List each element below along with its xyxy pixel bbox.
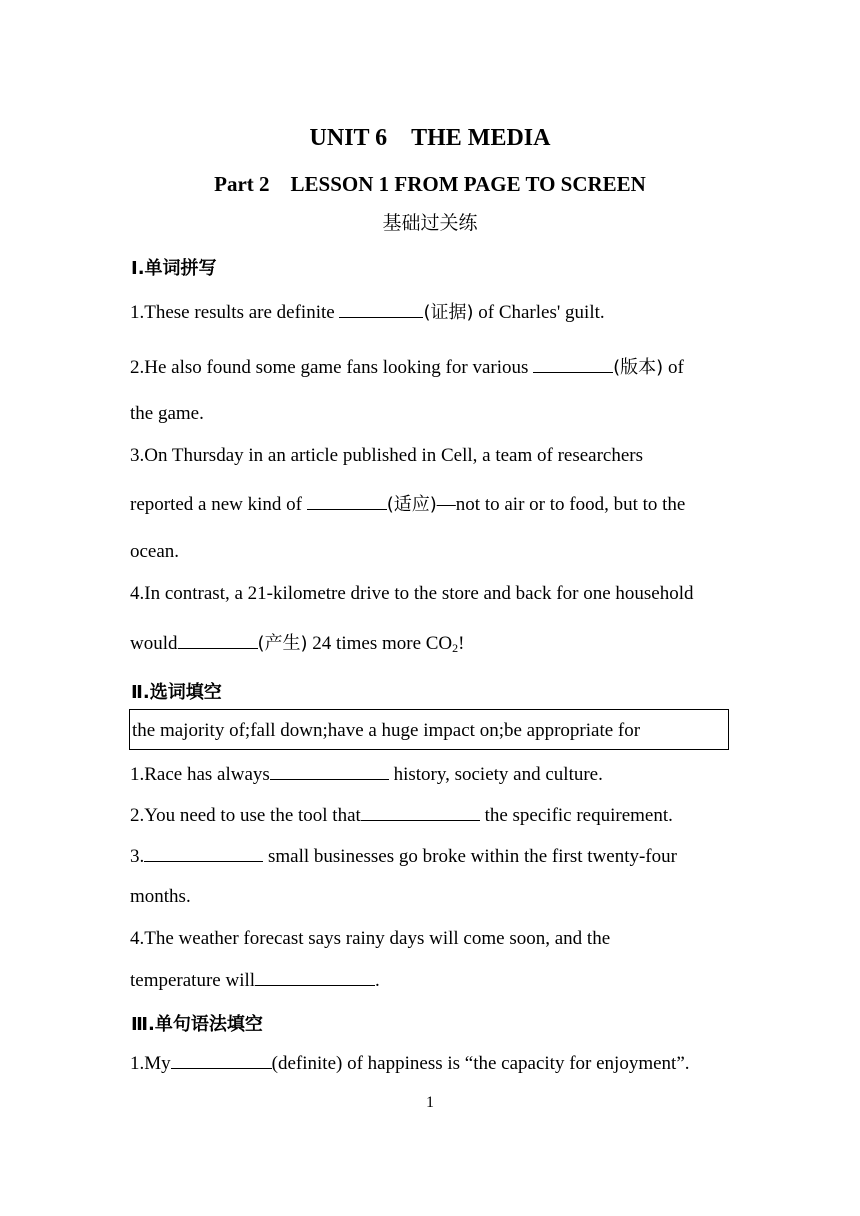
s1-question-3: 3.On Thursday in an article published in Cell, a team of researchers — [130, 445, 644, 466]
exercise-subheading: 基础过关练 — [382, 212, 478, 234]
answer-blank[interactable] — [307, 492, 387, 510]
unit-title: UNIT 6 THE MEDIA — [309, 125, 551, 151]
s1-question-3-line2: reported a new kind of (适应)—not to air or to food, but to the — [130, 494, 686, 515]
word-bank-text: the majority of;fall down;have a huge impact on;be appropriate for — [132, 720, 641, 741]
answer-blank[interactable] — [171, 1051, 272, 1069]
section-2-heading: Ⅱ.选词填空 — [131, 682, 222, 703]
answer-blank[interactable] — [255, 968, 375, 986]
answer-blank[interactable] — [178, 631, 258, 649]
answer-blank[interactable] — [361, 803, 480, 821]
s1-question-3-cont: ocean. — [130, 541, 180, 562]
s1-question-4: 4.In contrast, a 21-kilometre drive to the store and back for one household — [130, 583, 694, 604]
section-1-heading: Ⅰ.单词拼写 — [131, 258, 217, 279]
lesson-title: Part 2 LESSON 1 FROM PAGE TO SCREEN — [214, 172, 646, 196]
word-bank-box — [129, 709, 729, 750]
s1-question-2: 2.He also found some game fans looking for various (版本) of — [130, 357, 684, 378]
s1-question-4-line2: would (产生) 24 times more $CO_2$! — [130, 633, 465, 655]
page-number: 1 — [426, 1094, 434, 1111]
s2-question-4-line2: temperature will . — [130, 970, 380, 991]
s2-question-2: 2.You need to use the tool that the specific requirement. — [130, 805, 673, 826]
s2-question-1: 1.Race has always history, society and culture. — [130, 764, 603, 785]
s3-question-1: 1.My (definite) of happiness is “the capacity for enjoyment”. — [130, 1053, 690, 1074]
s2-question-4: 4.The weather forecast says rainy days will come soon, and the — [130, 928, 611, 949]
s1-question-1: 1.These results are definite (证据) of Charles' guilt. — [130, 302, 605, 323]
answer-blank[interactable] — [533, 355, 613, 373]
answer-blank[interactable] — [144, 844, 263, 862]
s2-question-3: 3. small businesses go broke within the first twenty-four — [130, 846, 677, 867]
s1-question-2-cont: the game. — [130, 403, 204, 424]
s2-question-3-cont: months. — [130, 886, 191, 907]
answer-blank[interactable] — [270, 762, 389, 780]
answer-blank[interactable] — [339, 300, 423, 318]
section-3-heading: Ⅲ.单句语法填空 — [131, 1014, 263, 1035]
